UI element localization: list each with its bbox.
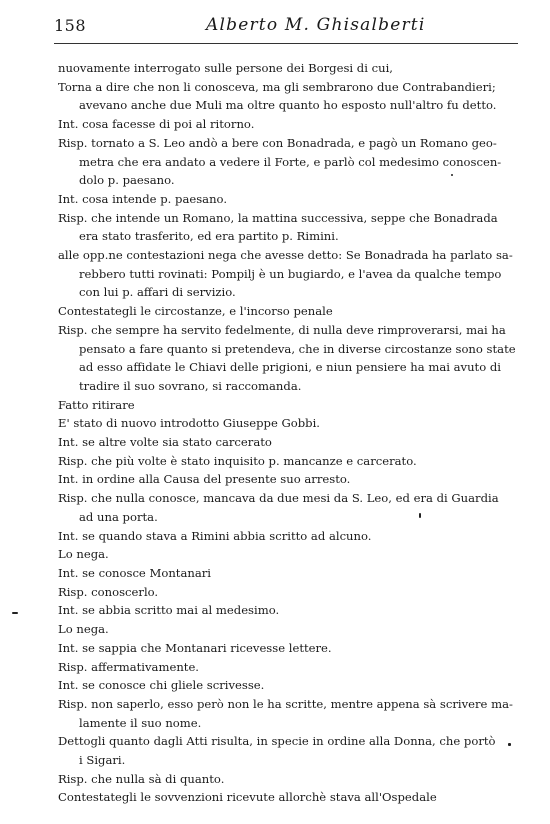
text-line: lamente il suo nome. xyxy=(79,715,202,730)
text-line: Risp. che più volte è stato inquisito p. mancanze e carcerato. xyxy=(58,453,417,468)
text-line: era stato trasferito, ed era partito p. Rimini. xyxy=(79,229,339,244)
text-line: Int. cosa facesse di poi al ritorno. xyxy=(58,117,255,132)
text-line: Contestategli le circostanze, e l'incorso penale xyxy=(58,304,333,319)
text-line: pensato a fare quanto si pretendeva, che in diverse circostanze sono state xyxy=(79,341,516,356)
body-text xyxy=(58,59,518,807)
text-line: rebbero tutti rovinati: Pompilj è un bugiardo, e l'avea da qualche tempo xyxy=(79,266,502,281)
text-line: metra che era andato a vedere il Forte, e parlò col medesimo conoscen- xyxy=(79,154,502,169)
text-line: Dettogli quanto dagli Atti risulta, in specie in ordine alla Donna, che portò xyxy=(58,734,496,749)
text-line: dolo p. paesano. xyxy=(79,173,175,188)
text-line: Int. cosa intende p. paesano. xyxy=(58,191,228,206)
running-head: Alberto M. Ghisalberti xyxy=(206,15,426,35)
text-line: E' stato di nuovo introdotto Giuseppe Gobbi. xyxy=(58,416,320,431)
text-line: Int. se abbia scritto mai al medesimo. xyxy=(58,603,280,618)
text-line: Lo nega. xyxy=(58,547,109,562)
text-line: Int. se quando stava a Rimini abbia scritto ad alcuno. xyxy=(58,528,372,543)
ink-speck xyxy=(419,513,421,518)
page-header xyxy=(46,14,520,40)
text-line: Risp. che nulla conosce, mancava da due mesi da S. Leo, ed era di Guardia xyxy=(58,491,499,506)
text-line: Risp. che intende un Romano, la mattina successiva, seppe che Bonadrada xyxy=(58,210,498,225)
ink-speck xyxy=(508,743,511,746)
text-line: Risp. tornato a S. Leo andò a bere con Bonadrada, e pagò un Romano geo- xyxy=(58,135,497,150)
header-rule xyxy=(54,43,518,44)
text-line: alle opp.ne contestazioni nega che avesse detto: Se Bonadrada ha parlato sa- xyxy=(58,248,513,263)
page-number: 158 xyxy=(54,16,87,35)
text-line: i Sigari. xyxy=(79,753,126,768)
text-line: Int. se sappia che Montanari ricevesse lettere. xyxy=(58,640,332,655)
text-line: Risp. che sempre ha servito fedelmente, di nulla deve rimproverarsi, mai ha xyxy=(58,322,506,337)
text-line: Fatto ritirare xyxy=(58,397,135,412)
text-line: con lui p. affari di servizio. xyxy=(79,285,236,300)
ink-speck xyxy=(451,174,453,176)
text-line: avevano anche due Muli ma oltre quanto ho esposto null'altro fu detto. xyxy=(79,98,497,113)
text-line: ad una porta. xyxy=(79,509,158,524)
text-line: Risp. affermativamente. xyxy=(58,659,199,674)
text-line: Risp. non saperlo, esso però non le ha scritte, mentre appena sà scrivere ma- xyxy=(58,696,513,711)
text-line: tradire il suo sovrano, si raccomanda. xyxy=(79,378,302,393)
text-line: Int. in ordine alla Causa del presente suo arresto. xyxy=(58,472,351,487)
text-line: Int. se conosce Montanari xyxy=(58,565,212,580)
text-line: Int. se conosce chi gliele scrivesse. xyxy=(58,678,265,693)
text-line: ad esso affidate le Chiavi delle prigioni, e niun pensiere ha mai avuto di xyxy=(79,360,502,375)
text-line: Torna a dire che non li conosceva, ma gli sembrarono due Contrabandieri; xyxy=(58,79,496,94)
ink-speck xyxy=(12,612,18,614)
text-line: Risp. che nulla sà di quanto. xyxy=(58,771,225,786)
text-line: Lo nega. xyxy=(58,622,109,637)
text-line: Risp. conoscerlo. xyxy=(58,584,159,599)
text-line: Int. se altre volte sia stato carcerato xyxy=(58,435,272,450)
text-line: nuovamente interrogato sulle persone dei Borgesi di cui, xyxy=(58,61,393,75)
text-line: Contestategli le sovvenzioni ricevute allorchè stava all'Ospedale xyxy=(58,790,437,805)
